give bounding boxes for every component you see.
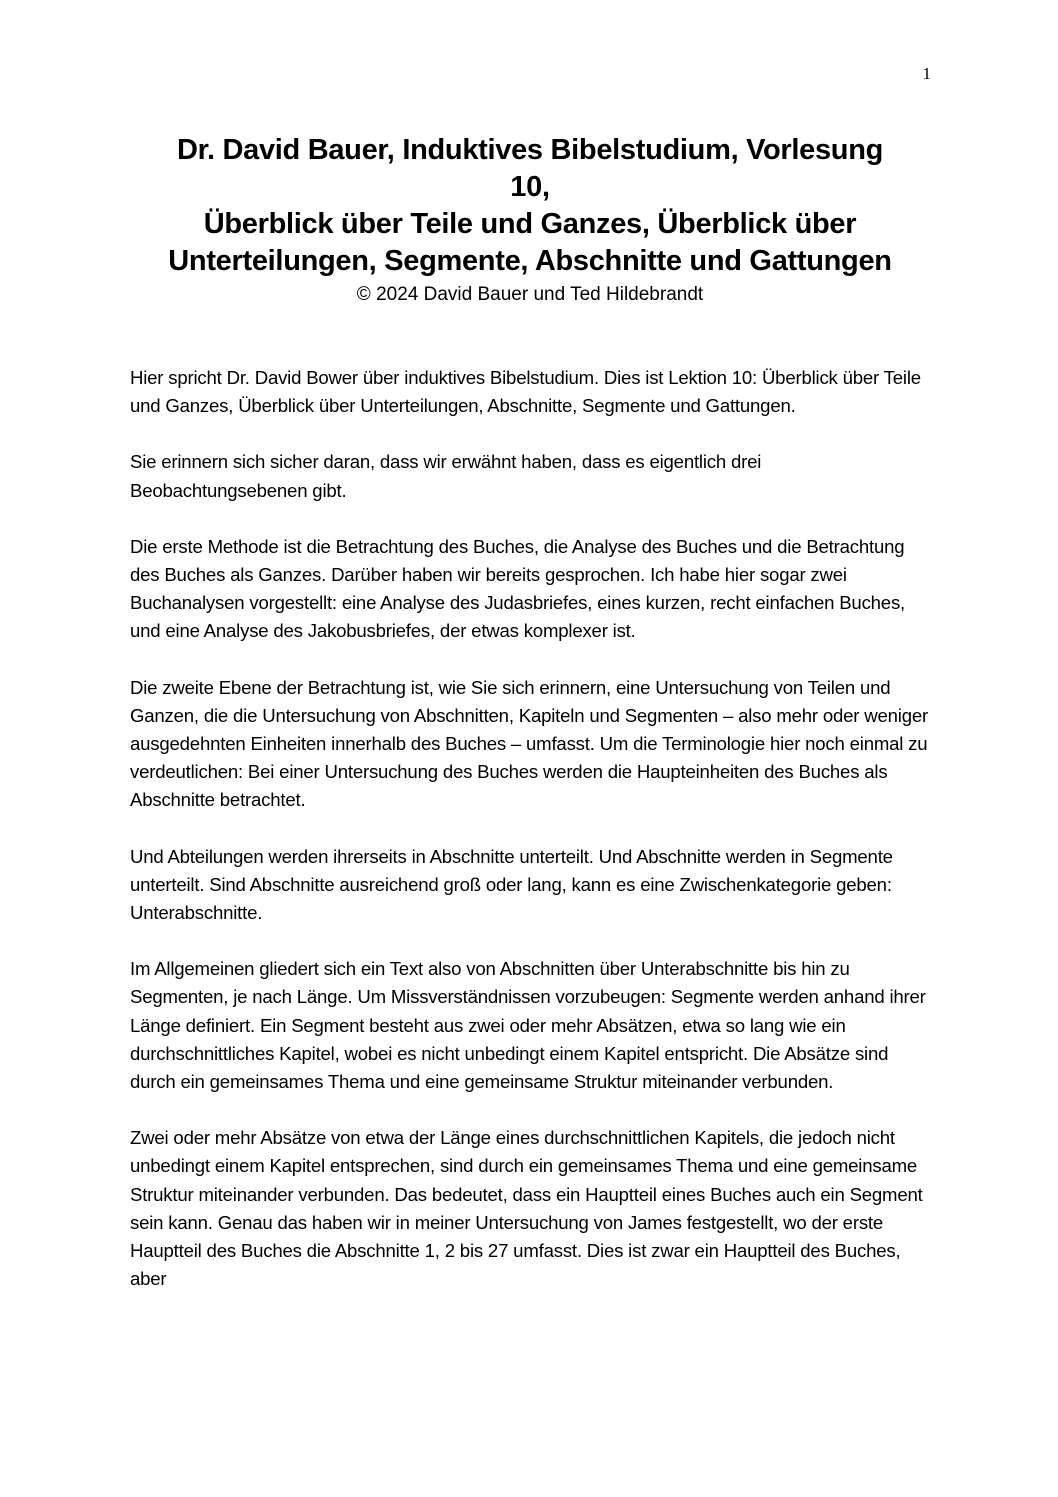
copyright-line: © 2024 David Bauer und Ted Hildebrandt: [356, 284, 704, 305]
title-line: Dr. David Bauer, Induktives Bibelstudium, Vorlesung: [176, 134, 884, 166]
body-text: [130, 364, 930, 1321]
paragraph: Zwei oder mehr Absätze von etwa der Länge eines durchschnittlichen Kapitels, die jedoch nicht unbedingt einem Kapitel entsprechen, sind durch ein gemeinsames Thema und eine gemeinsame Struktur miteinander verbunden. Das bedeutet, dass ein Hauptteil eines Buches auch ein Segment sein kann. Genau das haben wir in meiner Untersuchung von James festgestellt, wo der erste Hauptteil des Buches die Abschnitte 1, 2 bis 27 umfasst. Dies ist zwar ein Hauptteil des Buches, aber: [130, 1127, 923, 1290]
paragraph: Die erste Methode ist die Betrachtung des Buches, die Analyse des Buches und die Betrachtung des Buches als Ganzes. Darüber haben wir bereits gesprochen. Ich habe hier sogar zwei Buchanalysen vorgestellt: eine Analyse des Judasbriefes, eines kurzen, recht einfachen Buches, und eine Analyse des Jakobusbriefes, der etwas komplexer ist.: [130, 535, 906, 642]
paragraph: Hier spricht Dr. David Bower über induktives Bibelstudium. Dies ist Lektion 10: Überblick über Teile und Ganzes, Überblick über Unterteilungen, Abschnitte, Segmente und Gattungen.: [130, 367, 921, 417]
paragraph: Und Abteilungen werden ihrerseits in Abschnitte unterteilt. Und Abschnitte werden in Segmente unterteilt. Sind Abschnitte ausreichend groß oder lang, kann es eine Zwischenkategorie geben: Unterabschnitte.: [130, 845, 893, 924]
paragraph: Im Allgemeinen gliedert sich ein Text also von Abschnitten über Unterabschnitte bis hin zu Segmenten, je nach Länge. Um Missverständnissen vorzubeugen: Segmente werden anhand ihrer Länge definiert. Ein Segment besteht aus zwei oder mehr Absätzen, etwa so lang wie ein durchschnittliches Kapitel, wobei es nicht unbedingt einem Kapitel entspricht. Die Absätze sind durch ein gemeinsames Thema und eine gemeinsame Struktur miteinander verbunden.: [130, 958, 926, 1093]
title-line: Überblick über Teile und Ganzes, Überblick über: [203, 208, 857, 240]
title-line: Unterteilungen, Segmente, Abschnitte und Gattungen: [168, 245, 892, 277]
paragraph: Die zweite Ebene der Betrachtung ist, wie Sie sich erinnern, eine Untersuchung von Teilen und Ganzen, die die Untersuchung von Abschnitten, Kapiteln und Segmenten – also mehr oder weniger ausgedehnten Einheiten innerhalb des Buches – umfasst. Um die Terminologie hier noch einmal zu verdeutlichen: Bei einer Untersuchung des Buches werden die Haupteinheiten des Buches als Abschnitte betrachtet.: [130, 676, 928, 811]
title-line: 10,: [510, 171, 550, 203]
page-number: 1: [922, 64, 931, 83]
title-block: [110, 132, 950, 308]
paragraph: Sie erinnern sich sicher daran, dass wir erwähnt haben, dass es eigentlich drei Beobachtungsebenen gibt.: [130, 451, 762, 501]
